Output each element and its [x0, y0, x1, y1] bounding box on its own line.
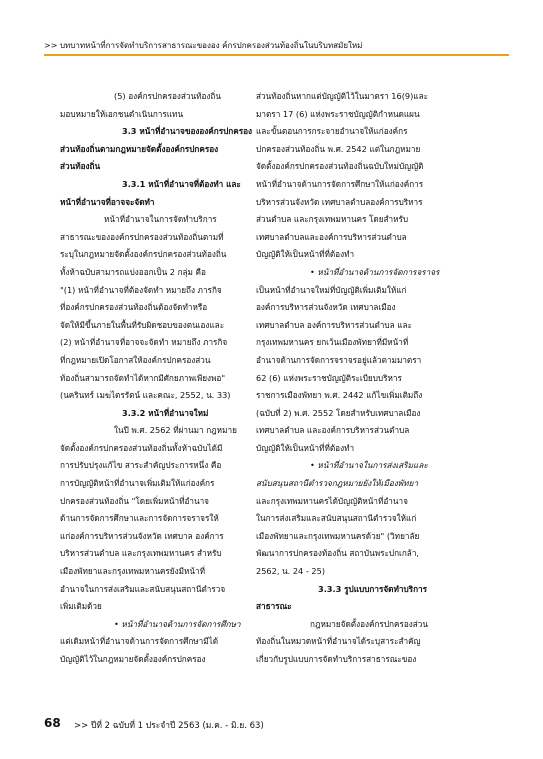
paragraph-line: ราชการเมืองพัทยา พ.ศ. 2442 แก้ไขเพิ่มเติมถึง — [256, 390, 423, 401]
citation-line: (นครินทร์ เมฆไตรรัตน์ และคณะ, 2552, น. 33) — [60, 390, 231, 401]
paragraph-line: ด้านการจัดการศึกษาและการจัดการจราจรให้ — [60, 513, 219, 524]
paragraph-line: จัดตั้งองค์กรปกครองส่วนท้องถิ่นฉบับใหม่บัญญัติ — [256, 161, 424, 172]
issue-info: >> ปีที่ 2 ฉบับที่ 1 ประจำปี 2563 (ม.ค. - มิ.ย. 63) — [74, 721, 264, 731]
paragraph-line: (ฉบับที่ 2) พ.ศ. 2552 โดยสำหรับเทศบาลเมือง — [256, 407, 421, 418]
bullet-heading: • หน้าที่อำนาจด้านการจัดการศึกษา — [114, 618, 241, 629]
paragraph-line: การบัญญัติหน้าที่อำนาจเพิ่มเติมให้แก่องค์กร — [60, 478, 215, 489]
running-header-title: >> บทบาทหน้าที่การจัดทำบริการสาธารณะขององ ค์กรปกครองส่วนท้องถิ่นในบริบทสมัยใหม่ — [44, 41, 363, 50]
paragraph-line: ในปี พ.ศ. 2562 ที่ผ่านมา กฎหมาย — [114, 425, 237, 436]
paragraph-line: บัญญัติไว้ในกฎหมายจัดตั้งองค์กรปกครอง — [60, 654, 206, 664]
quote-line: "(1) หน้าที่อำนาจที่ต้องจัดทำ หมายถึง ภารกิจ — [60, 284, 222, 295]
paragraph-line: ปกครองส่วนท้องถิ่น พ.ศ. 2542 แต่ในกฎหมาย — [256, 143, 421, 154]
section-heading: 3.3 หน้าที่อำนาจขององค์กรปกครอง — [122, 126, 253, 137]
paragraph-line: เทศบาลตำบลและองค์การบริหารส่วนตำบล — [256, 231, 407, 242]
paragraph-line: สาธารณะขององค์กรปกครองส่วนท้องถิ่นตามที่ — [60, 231, 224, 242]
paragraph-line: หน้าที่อำนาจด้านการจัดการศึกษาให้แก่องค์การ — [256, 178, 424, 189]
paragraph-line: และขั้นตอนการกระจายอำนาจให้แก่องค์กร — [256, 126, 408, 137]
paragraph-line: มาตรา 17 (6) แห่งพระราชบัญญัติกำหนดแผน — [256, 108, 420, 119]
paragraph-line: ส่วนตำบล และกรุงเทพมหานคร โดยสำหรับ — [256, 214, 409, 225]
page-number: 68 — [44, 716, 61, 730]
subsection-heading: 3.3.1 หน้าที่อำนาจที่ต้องทำ และ — [122, 178, 241, 189]
paragraph-line: มอบหมายให้เอกชนดำเนินการแทน — [60, 108, 184, 119]
paragraph-line: เพิ่มเติมด้วย — [60, 601, 102, 612]
paragraph-line: บัญญัติให้เป็นหน้าที่ที่ต้องทำ — [256, 442, 355, 453]
paragraph-line: กฎหมายจัดตั้งองค์กรปกครองส่วน — [310, 618, 428, 629]
paragraph-line: เกี่ยวกับรูปแบบการจัดทำบริการสาธารณะของ — [256, 654, 417, 664]
paragraph-line: บริหารส่วนตำบล และกรุงเทพมหานคร สำหรับ — [60, 548, 222, 559]
paragraph-line: ระบุในกฎหมายจัดตั้งองค์กรปกครองส่วนท้องถิ่น — [60, 249, 227, 260]
paragraph-line: และกรุงเทพมหานครได้บัญญัติหน้าที่อำนาจ — [256, 495, 408, 506]
paragraph-line: ท้องถิ่นในหมวดหน้าที่อำนาจได้ระบุสาระสำคัญ — [256, 636, 421, 647]
quote-line: ที่กฎหมายเปิดโอกาสให้องค์กรปกครองส่วน — [60, 354, 211, 365]
citation-line: 2562, น. 24 - 25) — [256, 566, 326, 577]
paragraph-line: แต่เดิมหน้าที่อำนาจด้านการจัดการศึกษามีได้ — [60, 636, 219, 647]
right-column — [256, 88, 470, 698]
bullet-heading: • หน้าที่อำนาจด้านการจัดการจราจร — [310, 266, 440, 277]
paragraph-line: แก่องค์การบริหารส่วนจังหวัด เทศบาล องค์การ — [60, 530, 224, 541]
paragraph-line: บริหารส่วนจังหวัด เทศบาลตำบลองค์การบริหาร — [256, 196, 423, 207]
subsection-heading: สาธารณะ — [256, 601, 292, 612]
paragraph-line: ปกครองส่วนท้องถิ่น "โดยเพิ่มหน้าที่อำนาจ — [60, 495, 209, 506]
quote-line: ที่องค์กรปกครองส่วนท้องถิ่นต้องจัดทำหรือ — [60, 302, 208, 313]
paragraph-line: เมืองพัทยาและกรุงเทพมหานครด้วย" (วิทยาลัย — [256, 530, 420, 541]
paragraph-line: 62 (6) แห่งพระราชบัญญัติระเบียบบริหาร — [256, 372, 402, 383]
paragraph-line: พัฒนาการปกครองท้องถิ่น สถาบันพระปกเกล้า, — [256, 548, 420, 559]
subsection-heading: หน้าที่อำนาจที่อาจจะจัดทำ — [60, 196, 155, 207]
paragraph-line: ทั้งห้าฉบับสามารถแบ่งออกเป็น 2 กลุ่ม คือ — [60, 266, 206, 277]
paragraph-line: อำนาจด้านการจัดการจราจรอยู่แล้วตามมาตรา — [256, 354, 422, 365]
paragraph-line: กรุงเทพมหานคร ยกเว้นเมืองพัทยาที่มีหน้าที่ — [256, 337, 409, 348]
paragraph-line: เทศบาลตำบล และองค์การบริหารส่วนตำบล — [256, 425, 410, 436]
quote-line: (2) หน้าที่อำนาจที่อาจจะจัดทำ หมายถึง ภารกิจ — [60, 337, 228, 348]
paragraph-line: หน้าที่อำนาจในการจัดทำบริการ — [104, 214, 217, 225]
paragraph-line: อำนาจในการส่งเสริมและสนับสนุนสถานีตำรวจ — [60, 583, 226, 594]
paragraph-line: การปรับปรุงแก้ไข สาระสำคัญประการหนึ่ง คือ — [60, 460, 222, 471]
header-divider — [44, 54, 509, 56]
page-footer — [44, 716, 509, 734]
quote-line: ท้องถิ่นสามารถจัดทำได้หากมีศักยภาพเพียงพอ" — [60, 372, 226, 383]
bullet-heading: สนับสนุนสถานีตำรวจกฎหมายยังให้เมืองพัทยา — [256, 478, 418, 489]
paragraph-line: (5) องค์กรปกครองส่วนท้องถิ่น — [114, 91, 221, 101]
section-heading: ส่วนท้องถิ่นตามกฎหมายจัดตั้งองค์กรปกครอง — [60, 143, 219, 154]
paragraph-line: เป็นหน้าที่อำนาจใหม่ที่บัญญัติเพิ่มเติมให้แก่ — [256, 284, 407, 295]
bullet-heading: • หน้าที่อำนาจในการส่งเสริมและ — [310, 460, 428, 471]
paragraph-line: จัดตั้งองค์กรปกครองส่วนท้องถิ่นทั้งห้าฉบับได้มี — [60, 442, 223, 453]
running-header — [44, 37, 509, 59]
quote-line: จัดให้มีขึ้นภายในพื้นที่รับผิดชอบของตนเองและ — [60, 319, 225, 330]
left-column — [60, 88, 278, 698]
paragraph-line: ในการส่งเสริมและสนับสนุนสถานีตำรวจให้แก่ — [256, 513, 417, 524]
subsection-heading: 3.3.2 หน้าที่อำนาจใหม่ — [122, 407, 209, 418]
paragraph-line: องค์การบริหารส่วนจังหวัด เทศบาลเมือง — [256, 302, 396, 313]
section-heading: ส่วนท้องถิ่น — [60, 161, 101, 172]
paragraph-line: บัญญัติให้เป็นหน้าที่ที่ต้องทำ — [256, 249, 355, 260]
paragraph-line: เมืองพัทยาและกรุงเทพมหานครยังมีหน้าที่ — [60, 566, 205, 577]
subsection-heading: 3.3.3 รูปแบบการจัดทำบริการ — [318, 583, 428, 594]
paragraph-line: เทศบาลตำบล องค์การบริหารส่วนตำบล และ — [256, 319, 412, 330]
paragraph-line: ส่วนท้องถิ่นหากแต่บัญญัติไว้ในมาตรา 16(9)และ — [256, 91, 428, 101]
